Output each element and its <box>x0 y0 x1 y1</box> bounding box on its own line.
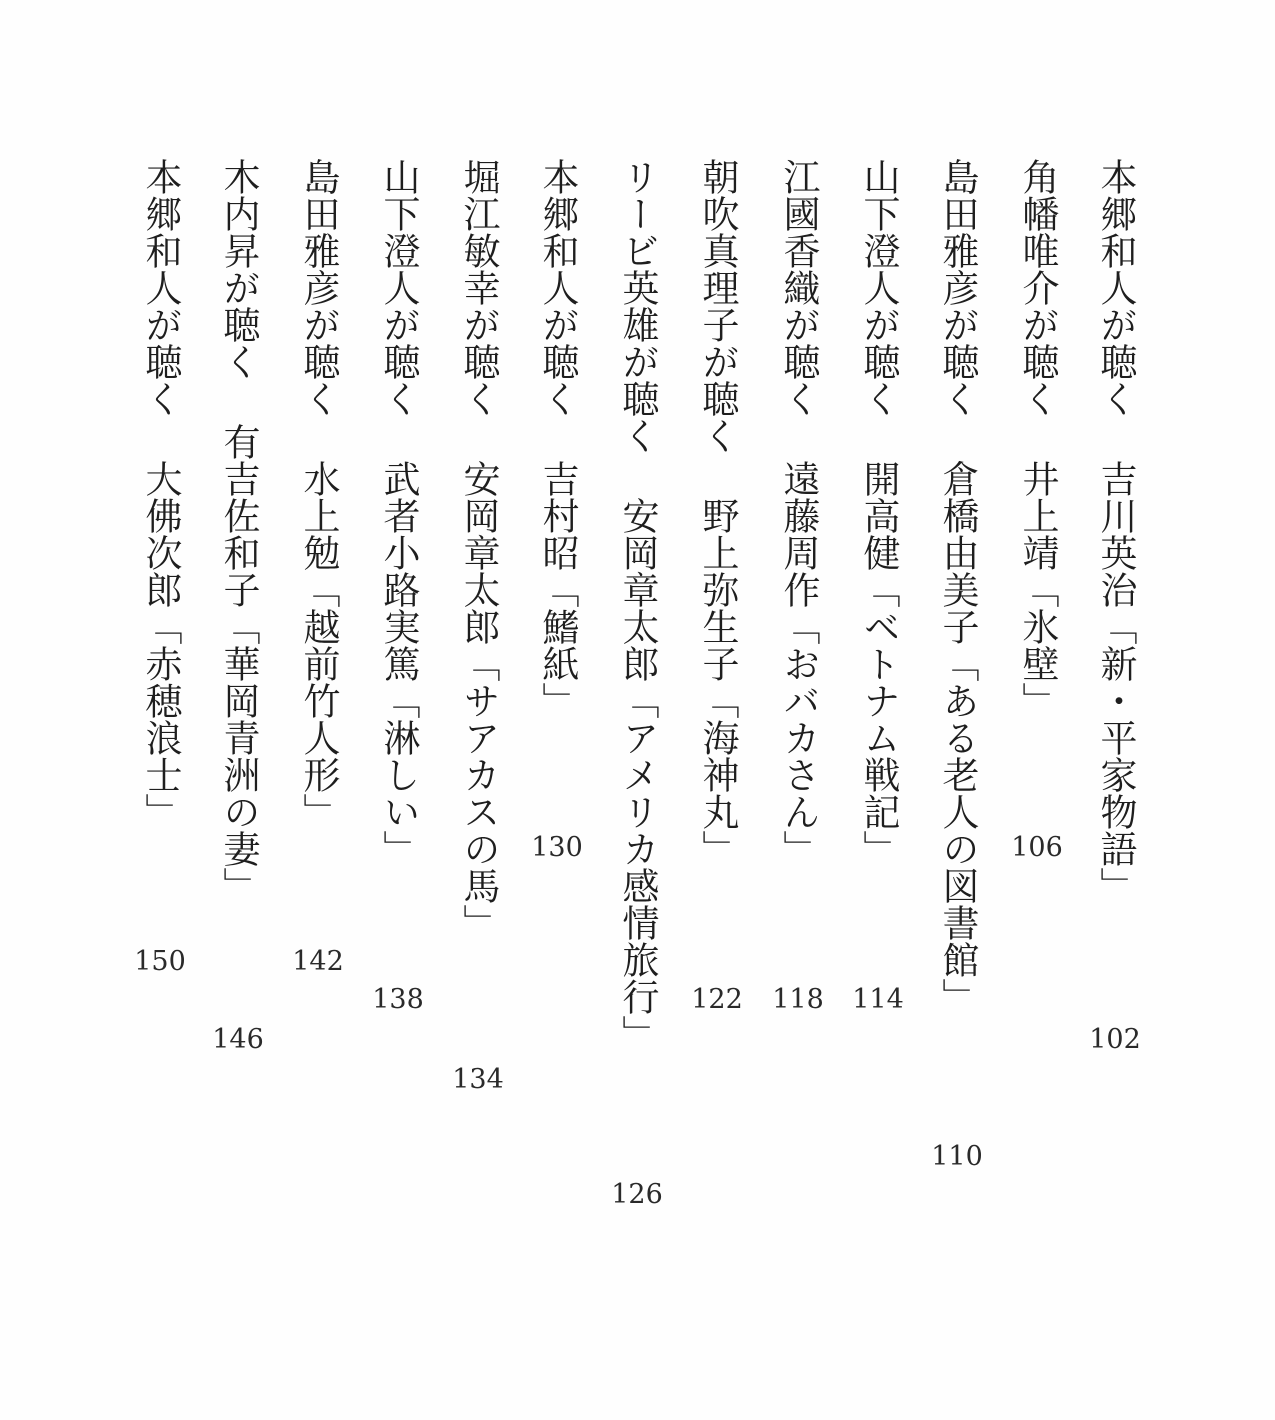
toc-entry-page-number: 118 <box>772 984 824 1015</box>
toc-entry-work-title: 「ある老人の図書館」 <box>936 645 979 1015</box>
toc-entry-work-title: 「淋しい」 <box>377 682 420 867</box>
toc-entry-author: 水上勉 <box>297 460 340 571</box>
toc-entry-page-number: 126 <box>611 1179 663 1210</box>
toc-entry-work-title: 「赤穂浪士」 <box>139 608 182 830</box>
toc-entry-author: 遠藤周作 <box>777 460 820 608</box>
toc-entry <box>527 158 587 1258</box>
toc-entry-page-number: 146 <box>212 1024 264 1055</box>
toc-entry-page-number: 114 <box>852 984 904 1015</box>
toc-entry-work-title: 「新・平家物語」 <box>1094 608 1137 904</box>
toc-entry <box>288 158 348 1258</box>
toc-entry <box>687 158 747 1258</box>
toc-entry-page-number: 106 <box>1011 832 1063 863</box>
toc-entry-work-title: 「氷壁」 <box>1016 571 1059 719</box>
toc-entry <box>130 158 190 1258</box>
toc-entry-listener: 島田雅彦が聴く <box>936 158 979 417</box>
toc-entry-listener: 本郷和人が聴く <box>1094 158 1137 417</box>
toc-entry-author: 安岡章太郎 <box>616 497 659 682</box>
toc-entry-work-title: 「サアカスの馬」 <box>457 645 500 941</box>
toc-entry-listener: 本郷和人が聴く <box>536 158 579 417</box>
toc-entry-work-title: 「おバカさん」 <box>777 608 820 867</box>
toc-entry-text <box>448 158 508 1158</box>
toc-entry-text <box>607 158 667 1158</box>
toc-entry <box>368 158 428 1258</box>
toc-entry <box>1085 158 1145 1258</box>
toc-entry-author: 大佛次郎 <box>139 460 182 608</box>
toc-entry-author: 倉橋由美子 <box>936 460 979 645</box>
toc-entry-page-number: 130 <box>531 832 583 863</box>
toc-entry-text <box>208 158 268 1158</box>
toc-entry-author: 有吉佐和子 <box>217 423 260 608</box>
toc-entry-page-number: 110 <box>931 1141 983 1172</box>
toc-entry-work-title: 「鰭紙」 <box>536 571 579 719</box>
toc-entry-listener: リービ英雄が聴く <box>616 158 659 454</box>
toc-entry-text <box>927 158 987 1158</box>
toc-entry-work-title: 「華岡青洲の妻」 <box>217 608 260 904</box>
toc-entry-page-number: 122 <box>691 984 743 1015</box>
toc-entry-text <box>527 158 587 1158</box>
toc-entry <box>768 158 828 1258</box>
toc-entry-text <box>130 158 190 1158</box>
toc-entry-author: 吉村昭 <box>536 460 579 571</box>
toc-entry <box>848 158 908 1258</box>
toc-entry-author: 吉川英治 <box>1094 460 1137 608</box>
toc-entry-page-number: 102 <box>1089 1024 1141 1055</box>
toc-entry-listener: 角幡唯介が聴く <box>1016 158 1059 417</box>
toc-entry <box>607 158 667 1258</box>
toc-entry-listener: 江國香織が聴く <box>777 158 820 417</box>
toc-entry-author: 野上弥生子 <box>696 497 739 682</box>
toc-entry-listener: 本郷和人が聴く <box>139 158 182 417</box>
toc-entry-page-number: 134 <box>452 1064 504 1095</box>
toc-entry-text <box>1085 158 1145 1158</box>
toc-entry-listener: 島田雅彦が聴く <box>297 158 340 417</box>
toc-entry-work-title: 「ベトナム戦記」 <box>857 571 900 867</box>
toc-entry <box>208 158 268 1258</box>
toc-entry-author: 武者小路実篤 <box>377 460 420 682</box>
toc-entry-page-number: 142 <box>292 946 344 977</box>
toc-entry-text <box>1007 158 1067 1158</box>
toc-entry-page-number: 150 <box>134 946 186 977</box>
toc-entry-author: 開高健 <box>857 460 900 571</box>
toc-entry <box>1007 158 1067 1258</box>
toc-entry-listener: 堀江敏幸が聴く <box>457 158 500 417</box>
toc-entry-work-title: 「海神丸」 <box>696 682 739 867</box>
toc-entry-listener: 山下澄人が聴く <box>857 158 900 417</box>
toc-entry-work-title: 「越前竹人形」 <box>297 571 340 830</box>
toc-entry-text <box>288 158 348 1158</box>
toc-entry-author: 安岡章太郎 <box>457 460 500 645</box>
toc-entry-listener: 朝吹真理子が聴く <box>696 158 739 454</box>
toc-entry-author: 井上靖 <box>1016 460 1059 571</box>
toc-entry-listener: 山下澄人が聴く <box>377 158 420 417</box>
toc-entry <box>927 158 987 1258</box>
toc-entry-page-number: 138 <box>372 984 424 1015</box>
toc-entry-work-title: 「アメリカ感情旅行」 <box>616 682 659 1052</box>
toc-entry-listener: 木内昇が聴く <box>217 158 260 380</box>
toc-entry <box>448 158 508 1258</box>
